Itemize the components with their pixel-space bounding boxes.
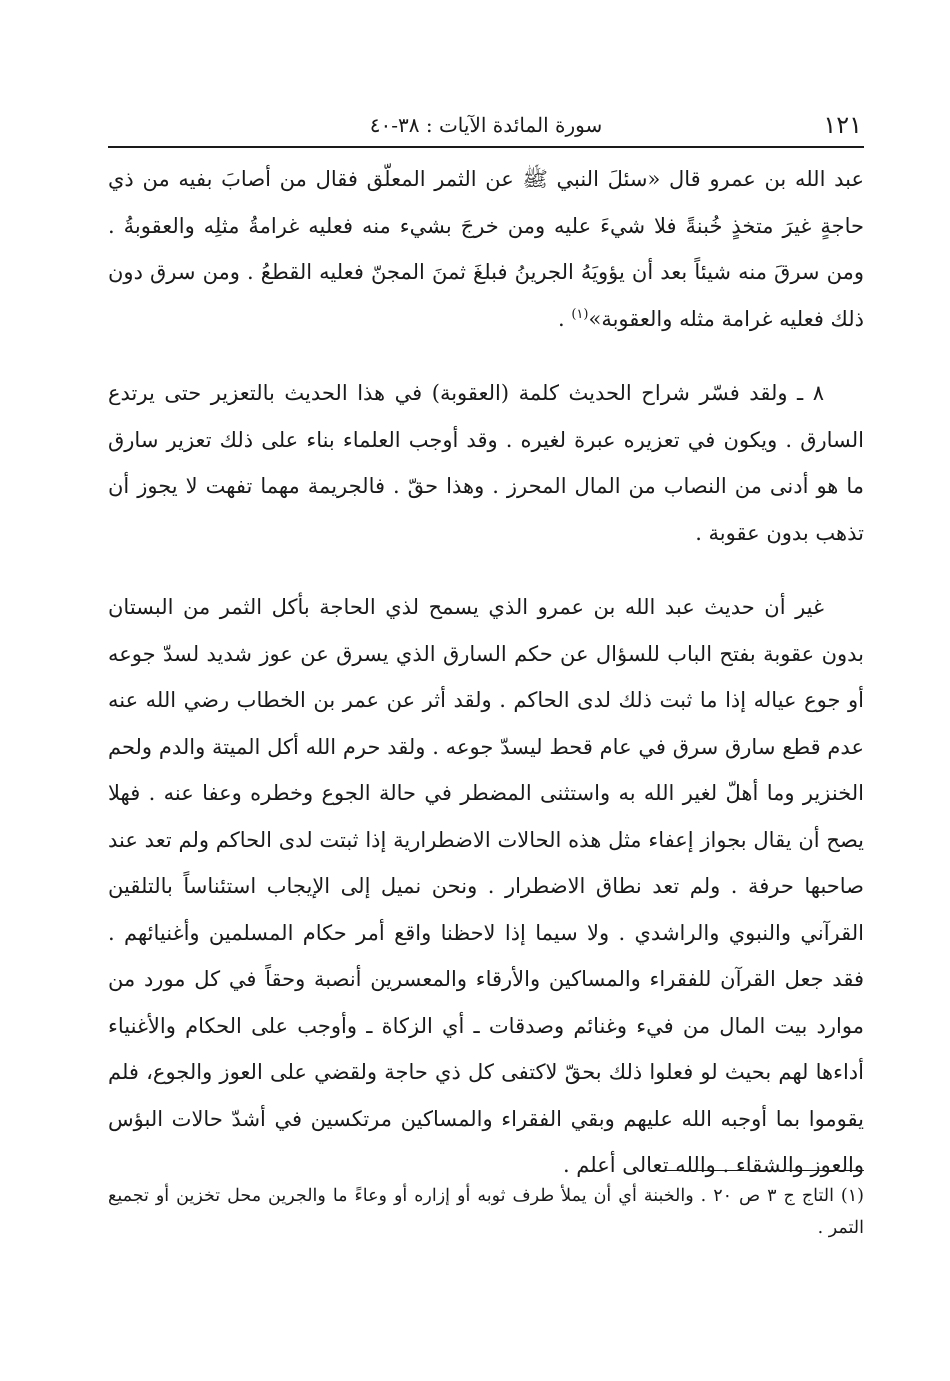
page-number: ١٢١ <box>823 111 862 139</box>
paragraph-1 <box>108 156 864 342</box>
paragraph-2: ٨ ـ ولقد فسّر شراح الحديث كلمة (العقوبة) في هذا الحديث بالتعزير حتى يرتدع السارق . ويكون في تعزيره عبرة لغيره . وقد أوجب العلماء بناء على ذلك تعزير سارق ما هو أدنى من النصاب من المال المحرز . وهذا حقّ . فالجريمة مهما تفهت لا يجوز أن تذهب بدون عقوبة . <box>108 381 864 545</box>
footnote-reference: (١) <box>571 306 589 322</box>
paragraph-3: غير أن حديث عبد الله بن عمرو الذي يسمح لذي الحاجة بأكل الثمر من البستان بدون عقوبة بفتح الباب للسؤال عن حكم السارق الذي يسرق عن عوز شديد لسدّ جوعه أو جوع عياله إذا ما ثبت ذلك لدى الحاكم . ولقد أثر عن عمر بن الخطاب رضي الله عنه عدم قطع سارق سرق في عام قحط ليسدّ جوعه . ولقد حرم الله أكل الميتة والدم ولحم الخنزير وما أهلّ لغير الله به واستثنى المضطر في حالة الجوع وخطره وعفا عنه . فهلا يصح أن يقال بجواز إعفاء مثل هذه الحالات الاضطرارية إذا ثبتت لدى الحاكم ولم تعد عند صاحبها حرفة . ولم تعد نطاق الاضطرار . ونحن نميل إلى الإيجاب استئناساً بالتلقين القرآني والنبوي والراشدي . ولا سيما إذا لاحظنا واقع أمر حكام المسلمين وأغنيائهم . فقد جعل القرآن للفقراء والمساكين والأرقاء والمعسرين أنصبة وحقاً في كل مورد من موارد بيت المال من فيء وغنائم وصدقات ـ أي الزكاة ـ وأوجب على الحكام والأغنياء أداءها لهم بحيث لو فعلوا ذلك بحقّ لاكتفى كل ذي حاجة ولقضي على العوز والجوع، فلم يقوموا بما أوجبه الله عليهم وبقي الفقراء والمساكين مرتكسين في أشدّ حالات البؤس والعوز والشقاء . والله تعالى أعلم . <box>108 595 864 1177</box>
running-title: سورة المائدة الآيات : ٣٨-٤٠ <box>369 113 603 137</box>
paragraph-1-text: عبد الله بن عمرو قال «سئلَ النبي ﷺ عن الثمر المعلّق فقال من أصابَ بفيه من ذي حاجةٍ غيرَ متخذٍ خُبنةً فلا شيءَ عليه ومن خرجَ بشيء منه فعليه غرامةُ مثلِه والعقوبةُ . ومن سرقَ منه شيئاً بعد أن يؤويَهُ الجرينُ فبلغَ ثمنَ المجنّ فعليه القطعُ . ومن سرق دون ذلك فعليه غرامة مثله والعقوبة» <box>108 167 864 331</box>
header-rule <box>108 146 864 148</box>
footnote: (١) التاج ج ٣ ص ٢٠ . والخبنة أي أن يملأ طرف ثوبه أو إزاره أو وعاءً ما والجرين محل تخزين أو تجميع التمر . <box>108 1186 864 1238</box>
paragraph-1-end: . <box>557 306 565 331</box>
footnote-rule <box>660 1170 864 1171</box>
page-header <box>110 108 862 142</box>
body-text <box>108 156 864 1189</box>
